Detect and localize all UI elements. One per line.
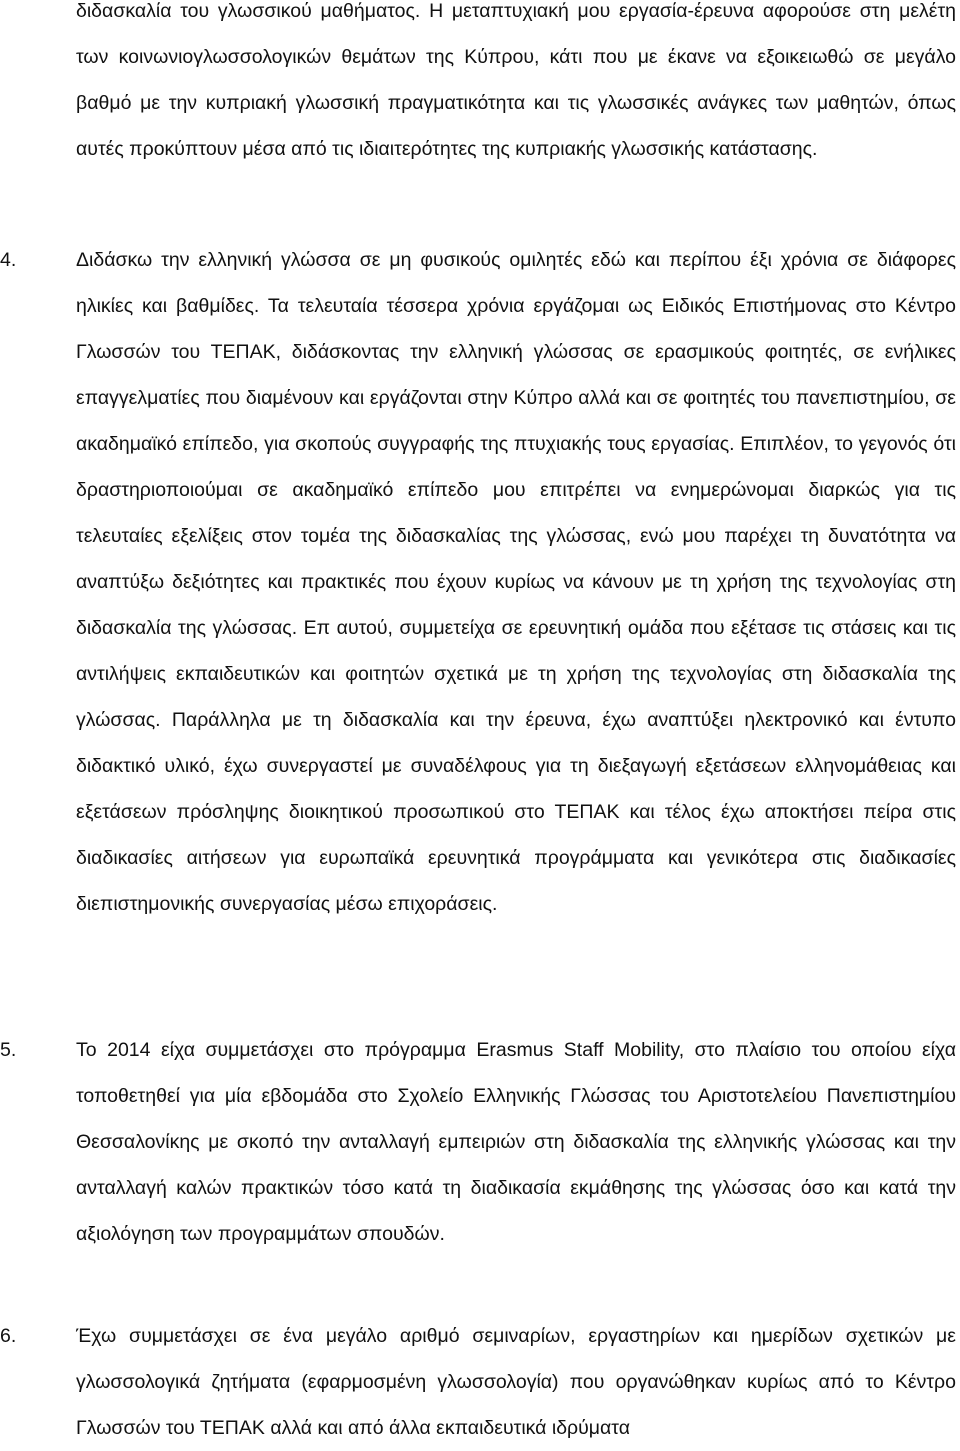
item-number-5: 5. xyxy=(0,1039,17,1061)
item-paragraph-5: Το 2014 είχα συμμετάσχει στο πρόγραμμα Erasmus Staff Mobility, στο πλαίσιο του οποίου είχα τοποθετηθεί για μία εβδομάδα στο Σχολείο Ελληνικής Γλώσσας του Αριστοτελείου Πανεπιστημίου Θεσσαλονίκης με σκοπό την ανταλλαγή εμπειριών στη διδασκαλία της ελληνικής γλώσσας και την ανταλλαγή καλών πρακτικών τόσο κατά τη διαδικασία εκμάθησης της γλώσσας όσο και κατά την αξιολόγηση των προγραμμάτων σπουδών. xyxy=(76,1039,956,1245)
item-paragraph-4: Διδάσκω την ελληνική γλώσσα σε μη φυσικούς ομιλητές εδώ και περίπου έξι χρόνια σε διάφορες ηλικίες και βαθμίδες. Τα τελευταία τέσσερα χρόνια εργάζομαι ως Ειδικός Επιστήμονας στο Κέντρο Γλωσσών του ΤΕΠΑΚ, διδάσκοντας την ελληνική γλώσσας σε ερασμικούς φοιτητές, σε ενήλικες επαγγελματίες που διαμένουν και εργάζονται στην Κύπρο αλλά και σε φοιτητές του πανεπιστημίου, σε ακαδημαϊκό επίπεδο, για σκοπούς συγγραφής της πτυχιακής τους εργασίας. Επιπλέον, το γεγονός ότι δραστηριοποιούμαι σε ακαδημαϊκό επίπεδο μου επιτρέπει να ενημερώνομαι διαρκώς για τις τελευταίες εξελίξεις στον τομέα της διδασκαλίας της γλώσσας, ενώ μου παρέχει τη δυνατότητα να αναπτύξω δεξιότητες και πρακτικές που έχουν κυρίως να κάνουν με τη χρήση της τεχνολογίας στη διδασκαλία της γλώσσας. Επ αυτού, συμμετείχα σε ερευνητική ομάδα που εξέτασε τις στάσεις και τις αντιλήψεις εκπαιδευτικών και φοιτητών σχετικά με τη χρήση της τεχνολογίας στη διδασκαλία της γλώσσας. Παράλληλα με τη διδασκαλία και την έρευνα, έχω αναπτύξει ηλεκτρονικό και έντυπο διδακτικό υλικό, έχω συνεργαστεί με συναδέλφους για τη διεξαγωγή εξετάσεων ελληνομάθειας και εξετάσεων πρόσληψης διοικητικού προσωπικού στο ΤΕΠΑΚ και τέλος έχω αποκτήσει πείρα στις διαδικασίες αιτήσεων για ευρωπαϊκά ερευνητικά προγράμματα και γενικότερα στις διαδικασίες διεπιστημονικής συνεργασίας μέσω επιχοράσεις. xyxy=(76,249,956,915)
item-paragraph-6: Έχω συμμετάσχει σε ένα μεγάλο αριθμό σεμιναρίων, εργαστηρίων και ημερίδων σχετικών με γλωσσολογικά ζητήματα (εφαρμοσμένη γλωσσολογία) που οργανώθηκαν κυρίως από το Κέντρο Γλωσσών του ΤΕΠΑΚ αλλά και από άλλα εκπαιδευτικά ιδρύματα xyxy=(76,1325,956,1439)
item-number-6: 6. xyxy=(0,1325,17,1347)
item-number-4: 4. xyxy=(0,249,17,271)
intro-paragraph: διδασκαλία του γλωσσικού μαθήματος. Η μεταπτυχιακή μου εργασία-έρευνα αφορούσε στη μελέτη των κοινωνιογλωσσολογικών θεμάτων της Κύπρου, κάτι που με έκανε να εξοικειωθώ σε μεγάλο βαθμό με την κυπριακή γλωσσική πραγματικότητα και τις γλωσσικές ανάγκες των μαθητών, όπως αυτές προκύπτουν μέσα από τις ιδιαιτερότητες της κυπριακής γλωσσικής κατάστασης. xyxy=(76,0,956,160)
